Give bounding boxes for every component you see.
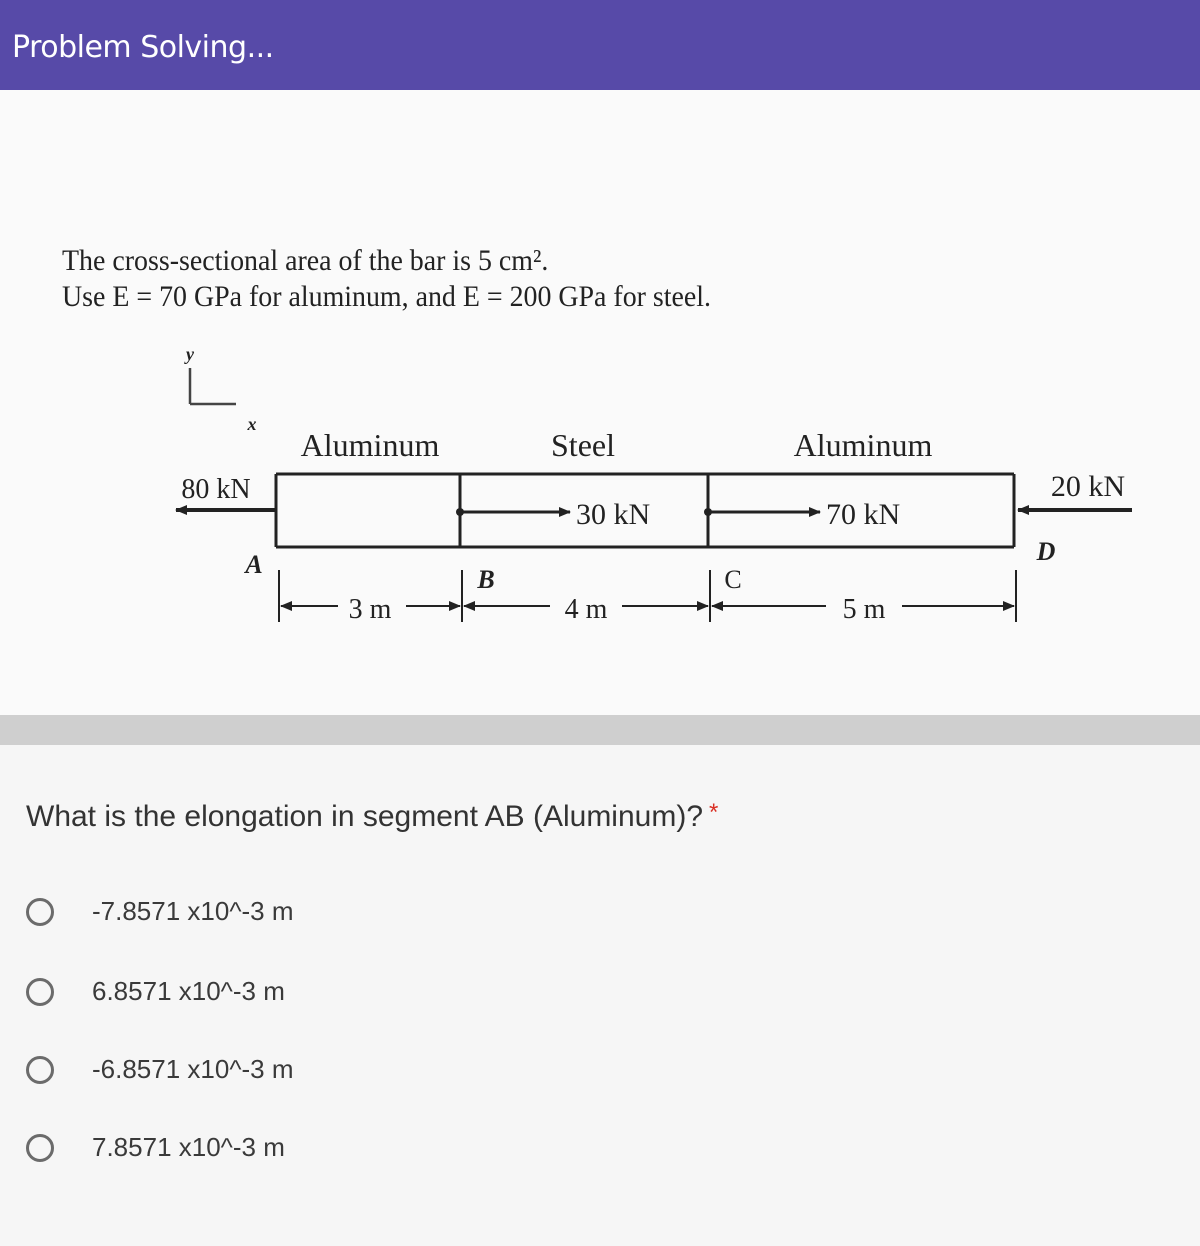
load-arrow-c xyxy=(704,498,900,531)
question-title xyxy=(26,800,718,834)
problem-statement-line-1: The cross-sectional area of the bar is 5 cm². xyxy=(62,244,549,277)
bar-diagram xyxy=(0,330,1200,650)
point-label-c: C xyxy=(724,565,742,594)
answer-option-label[interactable]: 6.8571 x10^-3 m xyxy=(92,976,285,1006)
point-label-b: B xyxy=(477,565,495,594)
coordinate-axes-icon xyxy=(184,344,257,434)
material-label-ab: Aluminum xyxy=(300,427,440,463)
required-asterisk: * xyxy=(709,799,719,826)
card-separator xyxy=(0,715,1200,745)
problem-statement-line-2: Use E = 70 GPa for aluminum, and E = 200 GPa for steel. xyxy=(62,280,712,313)
app-header xyxy=(0,0,1200,104)
length-label-bc: 4 m xyxy=(564,594,608,625)
radio-button-icon[interactable] xyxy=(26,1134,54,1162)
point-label-a: A xyxy=(245,550,263,579)
axis-y-label: y xyxy=(186,344,194,364)
load-label-a: 80 kN xyxy=(181,474,251,505)
radio-button-icon[interactable] xyxy=(26,1056,54,1084)
axis-x-label: x xyxy=(247,414,257,434)
radio-button-icon[interactable] xyxy=(26,978,54,1006)
load-label-c: 70 kN xyxy=(826,498,901,531)
header-title: Problem Solving... xyxy=(12,30,274,65)
load-label-b: 30 kN xyxy=(576,498,651,531)
length-label-ab: 3 m xyxy=(348,594,392,625)
answer-option-label[interactable]: 7.8571 x10^-3 m xyxy=(92,1132,285,1162)
question-text: What is the elongation in segment AB (Aluminum)? xyxy=(26,800,704,833)
answer-option-label[interactable]: -6.8571 x10^-3 m xyxy=(92,1054,294,1084)
radio-button-icon[interactable] xyxy=(26,898,54,926)
point-label-d: D xyxy=(1036,537,1056,566)
material-label-bc: Steel xyxy=(551,427,615,463)
load-label-d: 20 kN xyxy=(1050,470,1126,503)
load-arrow-a xyxy=(176,474,276,510)
load-arrow-d xyxy=(1018,470,1132,510)
length-label-cd: 5 m xyxy=(842,594,886,625)
material-label-cd: Aluminum xyxy=(793,427,933,463)
load-arrow-b xyxy=(456,498,650,531)
answer-option-label[interactable]: -7.8571 x10^-3 m xyxy=(92,896,294,926)
